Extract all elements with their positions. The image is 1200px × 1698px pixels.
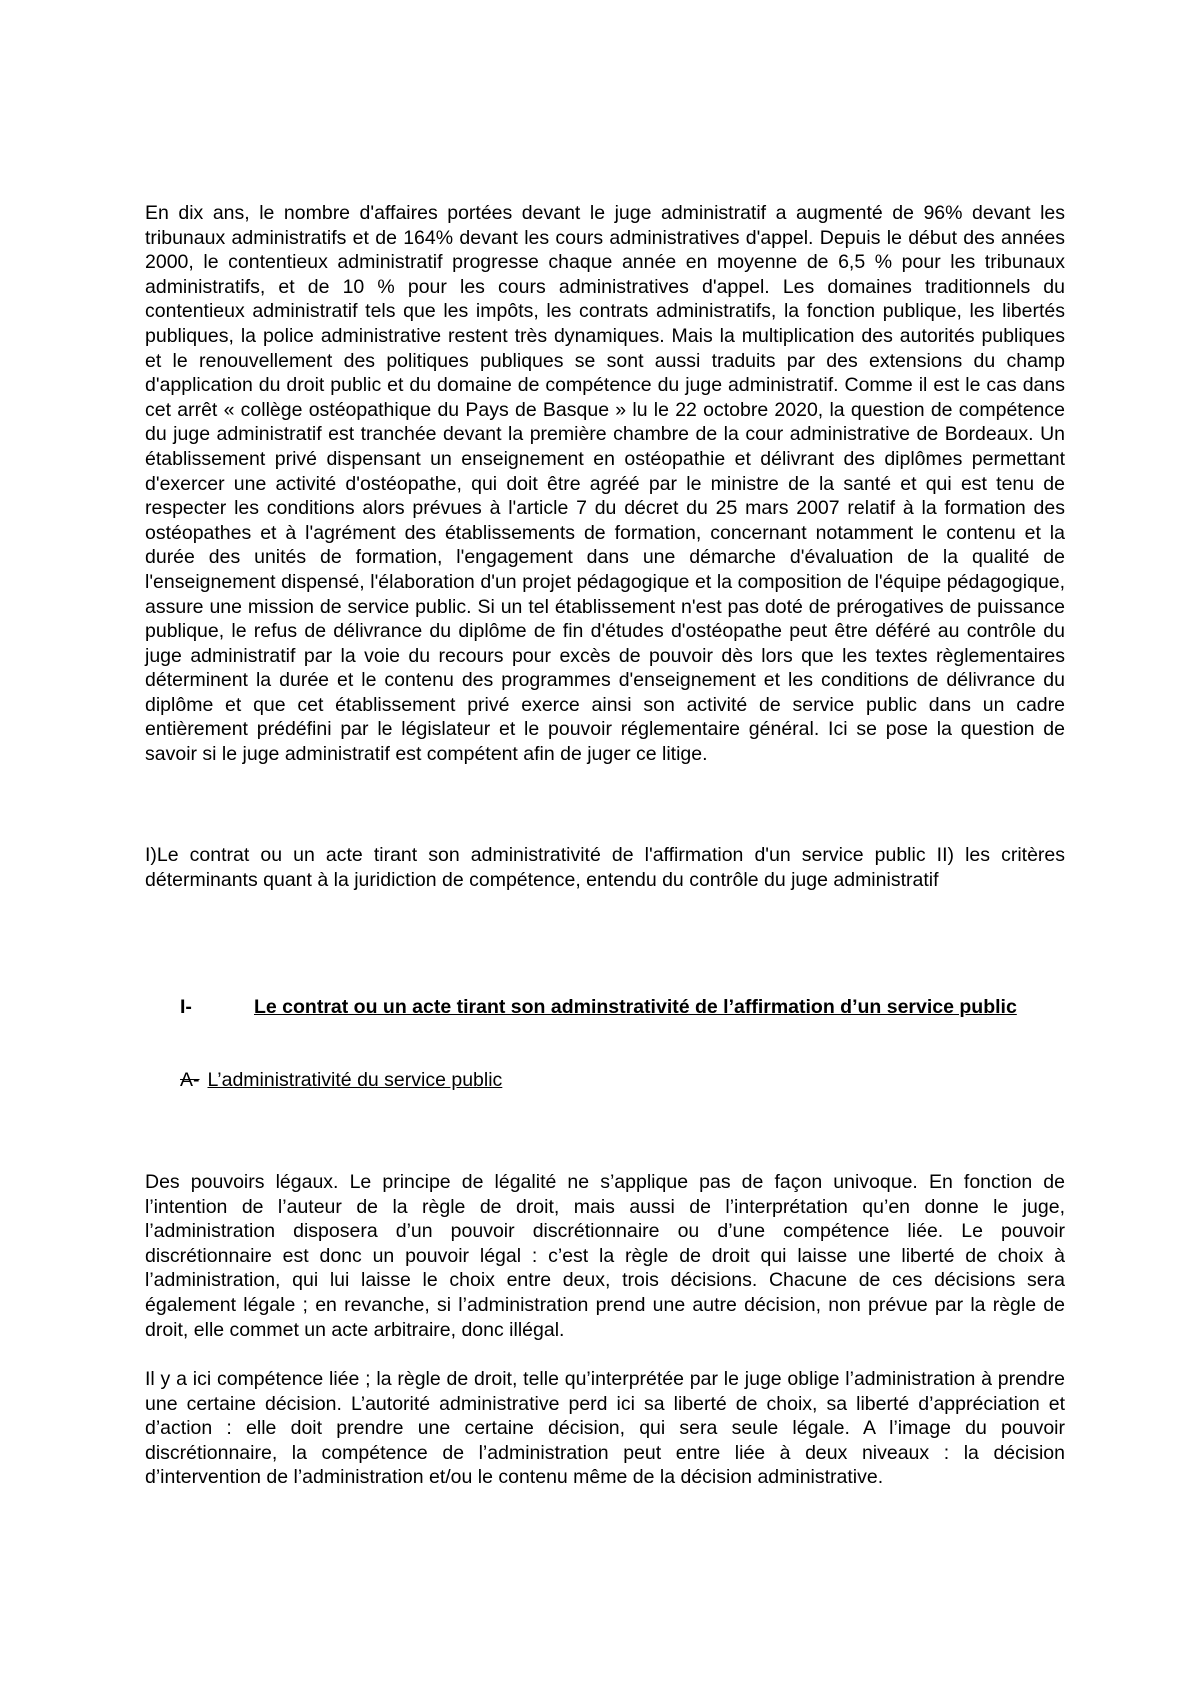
body-paragraph-competence-liee: Il y a ici compétence liée ; la règle de droit, telle qu’interprétée par le juge oblige l’administration à prendre une certaine décision. L’autorité administrative perd ici sa liberté de choix, sa liberté d’appréciation et d’action : elle doit prendre une certaine décision, qui sera seule légale. A l’image du pouvoir discrétionnaire, la compétence de l’administration peut entre liée à deux niveaux : la décision d’intervention de l’administration et/ou le contenu même de la décision administrative.	[145, 1368, 1065, 1489]
section-heading-1	[180, 995, 1065, 1020]
plan-paragraph: I)Le contrat ou un acte tirant son administrativité de l'affirmation d'un service public II) les critères déterminants quant à la juridiction de compétence, entendu du contrôle du juge administratif	[145, 844, 1065, 891]
section-title: Le contrat ou un acte tirant son adminstrativité de l’affirmation d’un service public	[254, 996, 1017, 1018]
section-number: I-	[180, 996, 192, 1018]
subsection-letter: A-	[180, 1069, 200, 1091]
intro-paragraph: En dix ans, le nombre d'affaires portées devant le juge administratif a augmenté de 96% devant les tribunaux administratifs et de 164% devant les cours administratives d'appel. Depuis le début des années 2000, le contentieux administratif progresse chaque année en moyenne de 6,5 % pour les tribunaux administratifs, et de 10 % pour les cours administratives d'appel. Les domaines traditionnels du contentieux administratif tels que les impôts, les contrats administratifs, la fonction publique, les libertés publiques, la police administrative restent très dynamiques. Mais la multiplication des autorités publiques et le renouvellement des politiques publiques se sont aussi traduits par des extensions du champ d'application du droit public et du domaine de compétence du juge administratif. Comme il est le cas dans cet arrêt « collège ostéopathique du Pays de Basque » lu le 22 octobre 2020, la question de compétence du juge administratif est tranchée devant la première chambre de la cour administrative de Bordeaux. Un établissement privé dispensant un enseignement en ostéopathie et délivrant des diplômes permettant d'exercer une activité d'ostéopathe, qui doit être agréé par le ministre de la santé et qui est tenu de respecter les conditions alors prévues à l'article 7 du décret du 25 mars 2007 relatif à la formation des ostéopathes et à l'agrément des établissements de formation, concernant notamment le contenu et la durée des unités de formation, l'engagement dans une démarche d'évaluation de la qualité de l'enseignement dispensé, l'élaboration d'un projet pédagogique et la composition de l'équipe pédagogique, assure une mission de service public. Si un tel établissement n'est pas doté de prérogatives de puissance publique, le refus de délivrance du diplôme de fin d'études d'ostéopathe peut être déféré au contrôle du juge administratif par la voie du recours pour excès de pouvoir dès lors que les textes règlementaires déterminent la durée et le contenu des programmes d'enseignement et les conditions de délivrance du diplôme et que cet établissement privé exerce ainsi son activité de service public dans un cadre entièrement prédéfini par le législateur et le pouvoir réglementaire général. Ici se pose la question de savoir si le juge administratif est compétent afin de juger ce litige.	[145, 202, 1065, 766]
subsection-heading-a	[180, 1068, 502, 1093]
subsection-title: L’administrativité du service public	[207, 1069, 503, 1091]
body-paragraph-pouvoirs-legaux: Des pouvoirs légaux. Le principe de légalité ne s’applique pas de façon univoque. En fonction de l’intention de l’auteur de la règle de droit, mais aussi de l’interprétation qu’en donne le juge, l’administration disposera d’un pouvoir discrétionnaire ou d’une compétence liée. Le pouvoir discrétionnaire est donc un pouvoir légal : c’est la règle de droit qui laisse une liberté de choix à l’administration, qui lui laisse le choix entre deux, trois décisions. Chacune de ces décisions sera également légale ; en revanche, si l’administration prend une autre décision, non prévue par la règle de droit, elle commet un acte arbitraire, donc illégal.	[145, 1171, 1065, 1341]
